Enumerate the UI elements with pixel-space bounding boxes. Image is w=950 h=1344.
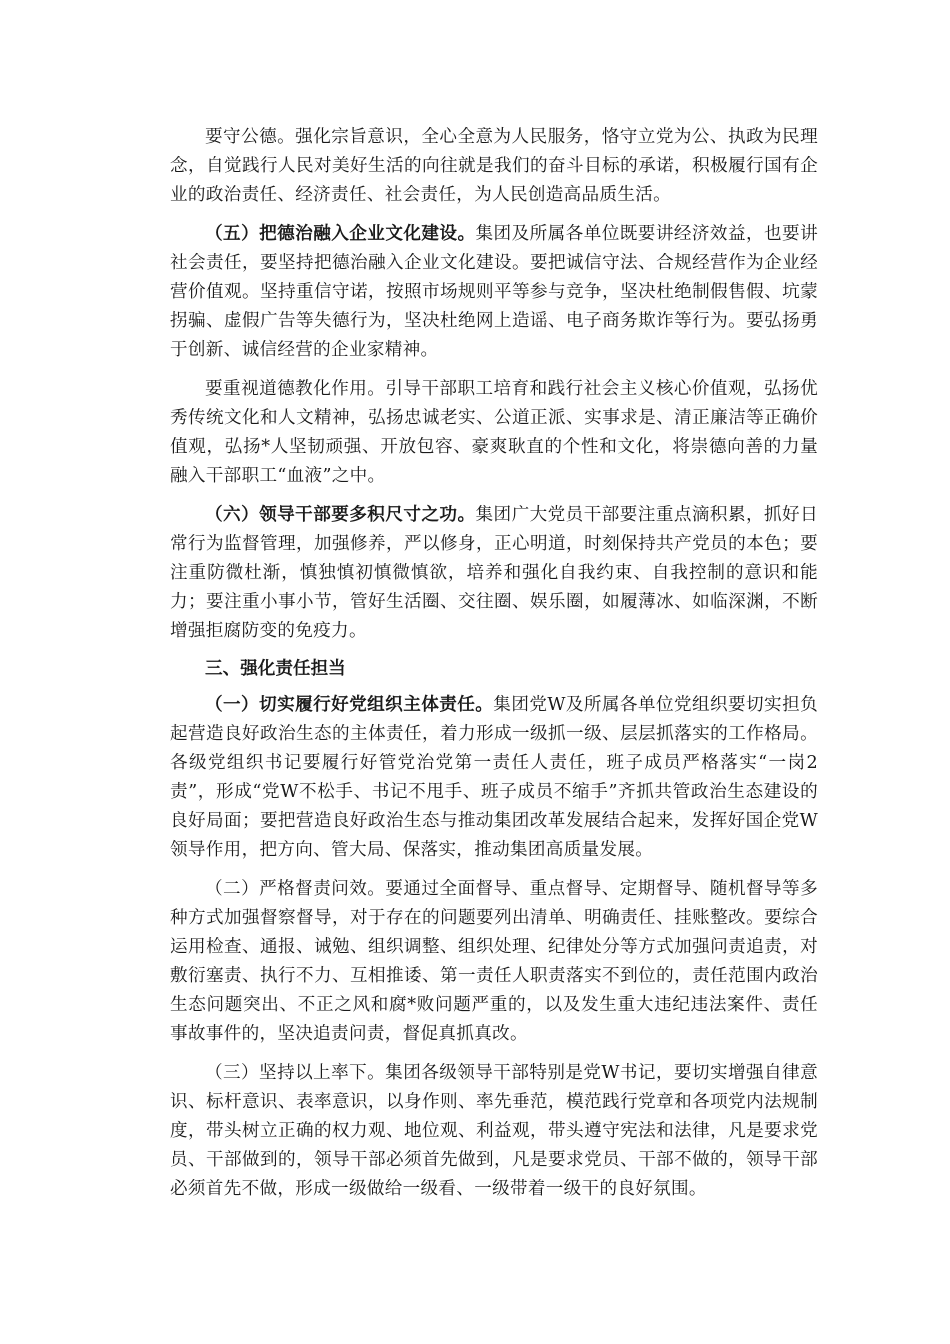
- paragraph-text: 要重视道德教化作用。引导干部职工培育和践行社会主义核心价值观，弘扬优秀传统文化和人文精神，弘扬忠诚老实、公道正派、实事求是、清正廉洁等正确价值观，弘扬*人坚韧顽强、开放包容、豪爽耿直的个性和文化，将崇德向善的力量融入干部职工“血液”之中。: [170, 379, 818, 486]
- paragraph-leaders-accumulate: [170, 500, 818, 646]
- paragraph-lead-by-example: [170, 1058, 818, 1204]
- paragraph-text: 集团党W及所属各单位党组织要切实担负起营造良好政治生态的主体责任，着力形成一级抓一级、层层抓落实的工作格局。各级党组织书记要履行好管党治党第一责任人责任，班子成员严格落实“一岗2责”，形成“党W不松手、书记不甩手、班子成员不缩手”齐抓共管政治生态建设的良好局面；要把营造良好政治生态与推动集团改革发展结合起来，发挥好国企党W领导作用，把方向、管大局、保落实，推动集团高质量发展。: [170, 695, 818, 860]
- paragraph-keep-public-morality: [170, 122, 818, 210]
- paragraph-supervision: [170, 874, 818, 1049]
- paragraph-party-responsibility: [170, 690, 818, 865]
- paragraph-text: 集团广大党员干部要注重点滴积累，抓好日常行为监督管理，加强修养，严以修身，正心明道，时刻保持共产党员的本色；要注重防微杜渐，慎独慎初慎微慎欲，培养和强化自我约束、自我控制的意识和能力；要注重小事小节，管好生活圈、交往圈、娱乐圈，如履薄冰、如临深渊，不断增强拒腐防变的免疫力。: [170, 505, 818, 641]
- paragraph-moral-education: [170, 374, 818, 491]
- paragraph-culture-building: [170, 219, 818, 365]
- paragraph-text: 集团及所属各单位既要讲经济效益，也要讲社会责任，要坚持把德治融入企业文化建设。要把诚信守法、合规经营作为企业经营价值观。坚持重信守诺，按照市场规则平等参与竞争，坚决杜绝制假售假、坑蒙拐骗、虚假广告等失德行为，坚决杜绝网上造谣、电子商务欺诈等行为。要弘扬勇于创新、诚信经营的企业家精神。: [170, 224, 818, 360]
- paragraph-lead: （一）切实履行好党组织主体责任。: [205, 694, 494, 715]
- document-page: [170, 122, 818, 1213]
- section-heading: 三、强化责任担当: [205, 659, 346, 679]
- paragraph-lead: （六）领导干部要多积尺寸之功。: [205, 504, 476, 525]
- paragraph-text: （三）坚持以上率下。集团各级领导干部特别是党W书记，要切实增强自律意识、标杆意识、表率意识，以身作则、率先垂范，模范践行党章和各项党内法规制度，带头树立正确的权力观、地位观、利益观，带头遵守宪法和法律，凡是要求党员、干部做到的，领导干部必须首先做到，凡是要求党员、干部不做的，领导干部必须首先不做，形成一级做给一级看、一级带着一级干的良好氛围。: [170, 1063, 818, 1199]
- paragraph-lead: （五）把德治融入企业文化建设。: [205, 223, 476, 244]
- paragraph-text: （二）严格督责问效。要通过全面督导、重点督导、定期督导、随机督导等多种方式加强督察督导，对于存在的问题要列出清单、明确责任、挂账整改。要综合运用检查、通报、诫勉、组织调整、组织处理、纪律处分等方式加强问责追责，对敷衍塞责、执行不力、互相推诿、第一责任人职责落实不到位的，责任范围内政治生态问题突出、不正之风和腐*败问题严重的，以及发生重大违纪违法案件、责任事故事件的，坚决追责问责，督促真抓真改。: [170, 879, 818, 1044]
- paragraph-text: 要守公德。强化宗旨意识，全心全意为人民服务，恪守立党为公、执政为民理念，自觉践行人民对美好生活的向往就是我们的奋斗目标的承诺，积极履行国有企业的政治责任、经济责任、社会责任，为人民创造高品质生活。: [170, 127, 818, 205]
